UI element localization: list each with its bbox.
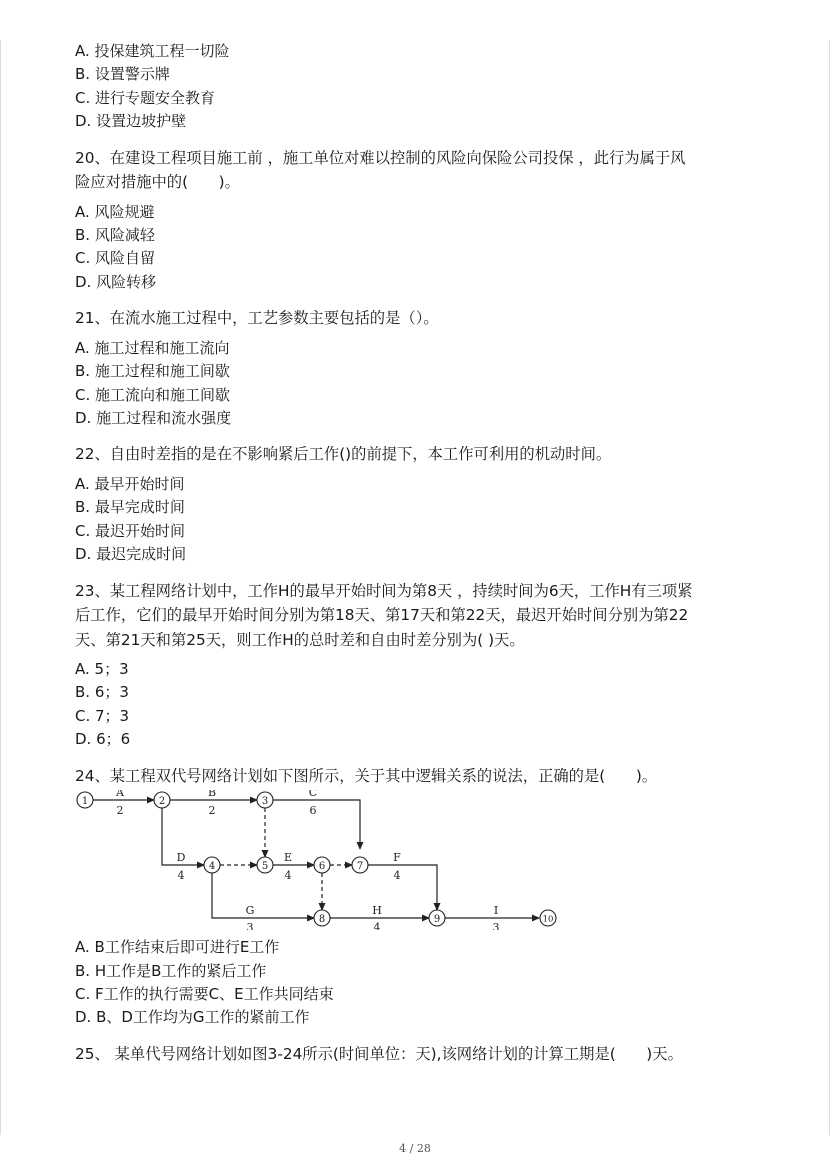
question-20 bbox=[75, 146, 755, 295]
activity-h-label: H bbox=[372, 904, 382, 918]
activity-c-duration: 6 bbox=[309, 804, 317, 818]
option-a: A. B工作结束后即可进行E工作 bbox=[75, 938, 280, 957]
activity-e-label: E bbox=[283, 851, 293, 865]
node-4-label: 4 bbox=[208, 861, 216, 873]
question-23-stem-line-1: 23、某工程网络计划中，工作H的最早开始时间为第8天 ，持续时间为6天，工作H有三项紧 bbox=[75, 581, 693, 600]
node-1-label: 1 bbox=[81, 796, 89, 808]
question-20-stem-line-2: 险应对措施中的( )。 bbox=[75, 173, 240, 192]
node-2-label: 2 bbox=[158, 796, 166, 808]
option-b: B. 施工过程和施工间歇 bbox=[75, 362, 230, 381]
option-d: D. 设置边坡护壁 bbox=[75, 112, 187, 131]
option-d: D. B、D工作均为G工作的紧前工作 bbox=[75, 1008, 310, 1027]
activity-c-arrow bbox=[273, 800, 360, 849]
option-a: A. 最早开始时间 bbox=[75, 474, 185, 493]
node-7 bbox=[352, 857, 368, 873]
activity-b-duration: 2 bbox=[208, 804, 216, 818]
activity-i-duration: 3 bbox=[492, 921, 500, 931]
node-3-label: 3 bbox=[261, 796, 269, 808]
node-9 bbox=[429, 910, 445, 926]
question-22-stem: 22、自由时差指的是在不影响紧后工作()的前提下，本工作可利用的机动时间。 bbox=[75, 445, 612, 464]
option-b: B. 风险减轻 bbox=[75, 226, 155, 245]
activity-b-label: B bbox=[207, 790, 217, 800]
activity-a-label: A bbox=[116, 790, 124, 800]
page-edge-left bbox=[0, 40, 1, 1135]
option-a: A. 风险规避 bbox=[75, 202, 155, 221]
option-c: C. 7；3 bbox=[75, 706, 130, 725]
question-25-stem: 25、 某单代号网络计划如图3-24所示(时间单位：天),该网络计划的计算工期是( )天。 bbox=[75, 1044, 683, 1063]
question-21 bbox=[75, 306, 755, 430]
question-23-stem-line-3: 天、第21天和第25天，则工作H的总时差和自由时差分别为( )天。 bbox=[75, 630, 525, 649]
question-23-stem-line-2: 后工作，它们的最早开始时间分别为第18天、第17天和第22天，最迟开始时间分别为第22 bbox=[75, 606, 689, 624]
activity-e-duration: 4 bbox=[284, 869, 292, 883]
option-c: C. 最迟开始时间 bbox=[75, 521, 186, 540]
question-21-stem: 21、在流水施工过程中，工艺参数主要包括的是（）。 bbox=[75, 309, 439, 328]
node-6-label: 6 bbox=[318, 861, 326, 873]
question-20-stem-line-1: 20、在建设工程项目施工前 ，施工单位对难以控制的风险向保险公司投保 ，此行为属于风 bbox=[75, 148, 686, 167]
question-23 bbox=[75, 579, 755, 752]
question-25 bbox=[75, 1042, 755, 1067]
option-a: A. 5；3 bbox=[75, 660, 129, 678]
node-3 bbox=[257, 792, 273, 808]
option-d: D. 施工过程和流水强度 bbox=[75, 408, 232, 427]
option-b: B. 最早完成时间 bbox=[75, 498, 185, 517]
activity-a-duration: 2 bbox=[116, 804, 124, 818]
option-d: D. 最迟完成时间 bbox=[75, 545, 187, 564]
activity-c-label: C bbox=[308, 790, 318, 800]
option-c: C. 进行专题安全教育 bbox=[75, 88, 216, 107]
node-7-label: 7 bbox=[356, 861, 364, 873]
option-c: C. 施工流向和施工间歇 bbox=[75, 385, 231, 404]
node-5-label: 5 bbox=[261, 861, 269, 873]
node-1 bbox=[77, 792, 93, 808]
node-10 bbox=[540, 910, 556, 926]
activity-d-label: D bbox=[176, 851, 186, 865]
activity-f-duration: 4 bbox=[393, 869, 401, 883]
node-6 bbox=[314, 857, 330, 873]
node-8 bbox=[314, 910, 330, 926]
question-24-stem: 24、某工程双代号网络计划如下图所示，关于其中逻辑关系的说法，正确的是( )。 bbox=[75, 766, 658, 785]
node-10-label: 10 bbox=[542, 914, 554, 925]
network-diagram bbox=[75, 790, 575, 930]
activity-g-duration: 3 bbox=[246, 921, 254, 931]
node-2 bbox=[154, 792, 170, 808]
option-b: B. H工作是B工作的紧后工作 bbox=[75, 961, 267, 980]
page-indicator: 4 / 28 bbox=[399, 1142, 431, 1155]
option-a: A. 投保建筑工程一切险 bbox=[75, 42, 230, 60]
activity-g-arrow bbox=[212, 873, 314, 918]
node-8-label: 8 bbox=[318, 914, 326, 926]
question-19-options bbox=[75, 40, 755, 134]
question-22 bbox=[75, 442, 755, 566]
option-a: A. 施工过程和施工流向 bbox=[75, 338, 230, 357]
activity-f-label: F bbox=[393, 851, 401, 865]
option-b: B. 6；3 bbox=[75, 683, 129, 702]
option-d: D. 6；6 bbox=[75, 730, 131, 749]
activity-i-label: I bbox=[493, 904, 499, 918]
option-d: D. 风险转移 bbox=[75, 272, 157, 291]
option-b: B. 设置警示牌 bbox=[75, 65, 170, 84]
activity-g-label: G bbox=[245, 904, 255, 918]
option-c: C. F工作的执行需要C、E工作共同结束 bbox=[75, 984, 334, 1003]
activity-d-duration: 4 bbox=[177, 869, 185, 883]
node-5 bbox=[257, 857, 273, 873]
option-c: C. 风险自留 bbox=[75, 249, 156, 268]
activity-h-duration: 4 bbox=[373, 921, 381, 931]
document-content bbox=[75, 40, 755, 1066]
node-9-label: 9 bbox=[433, 914, 441, 926]
node-4 bbox=[204, 857, 220, 873]
question-24 bbox=[75, 764, 755, 1030]
